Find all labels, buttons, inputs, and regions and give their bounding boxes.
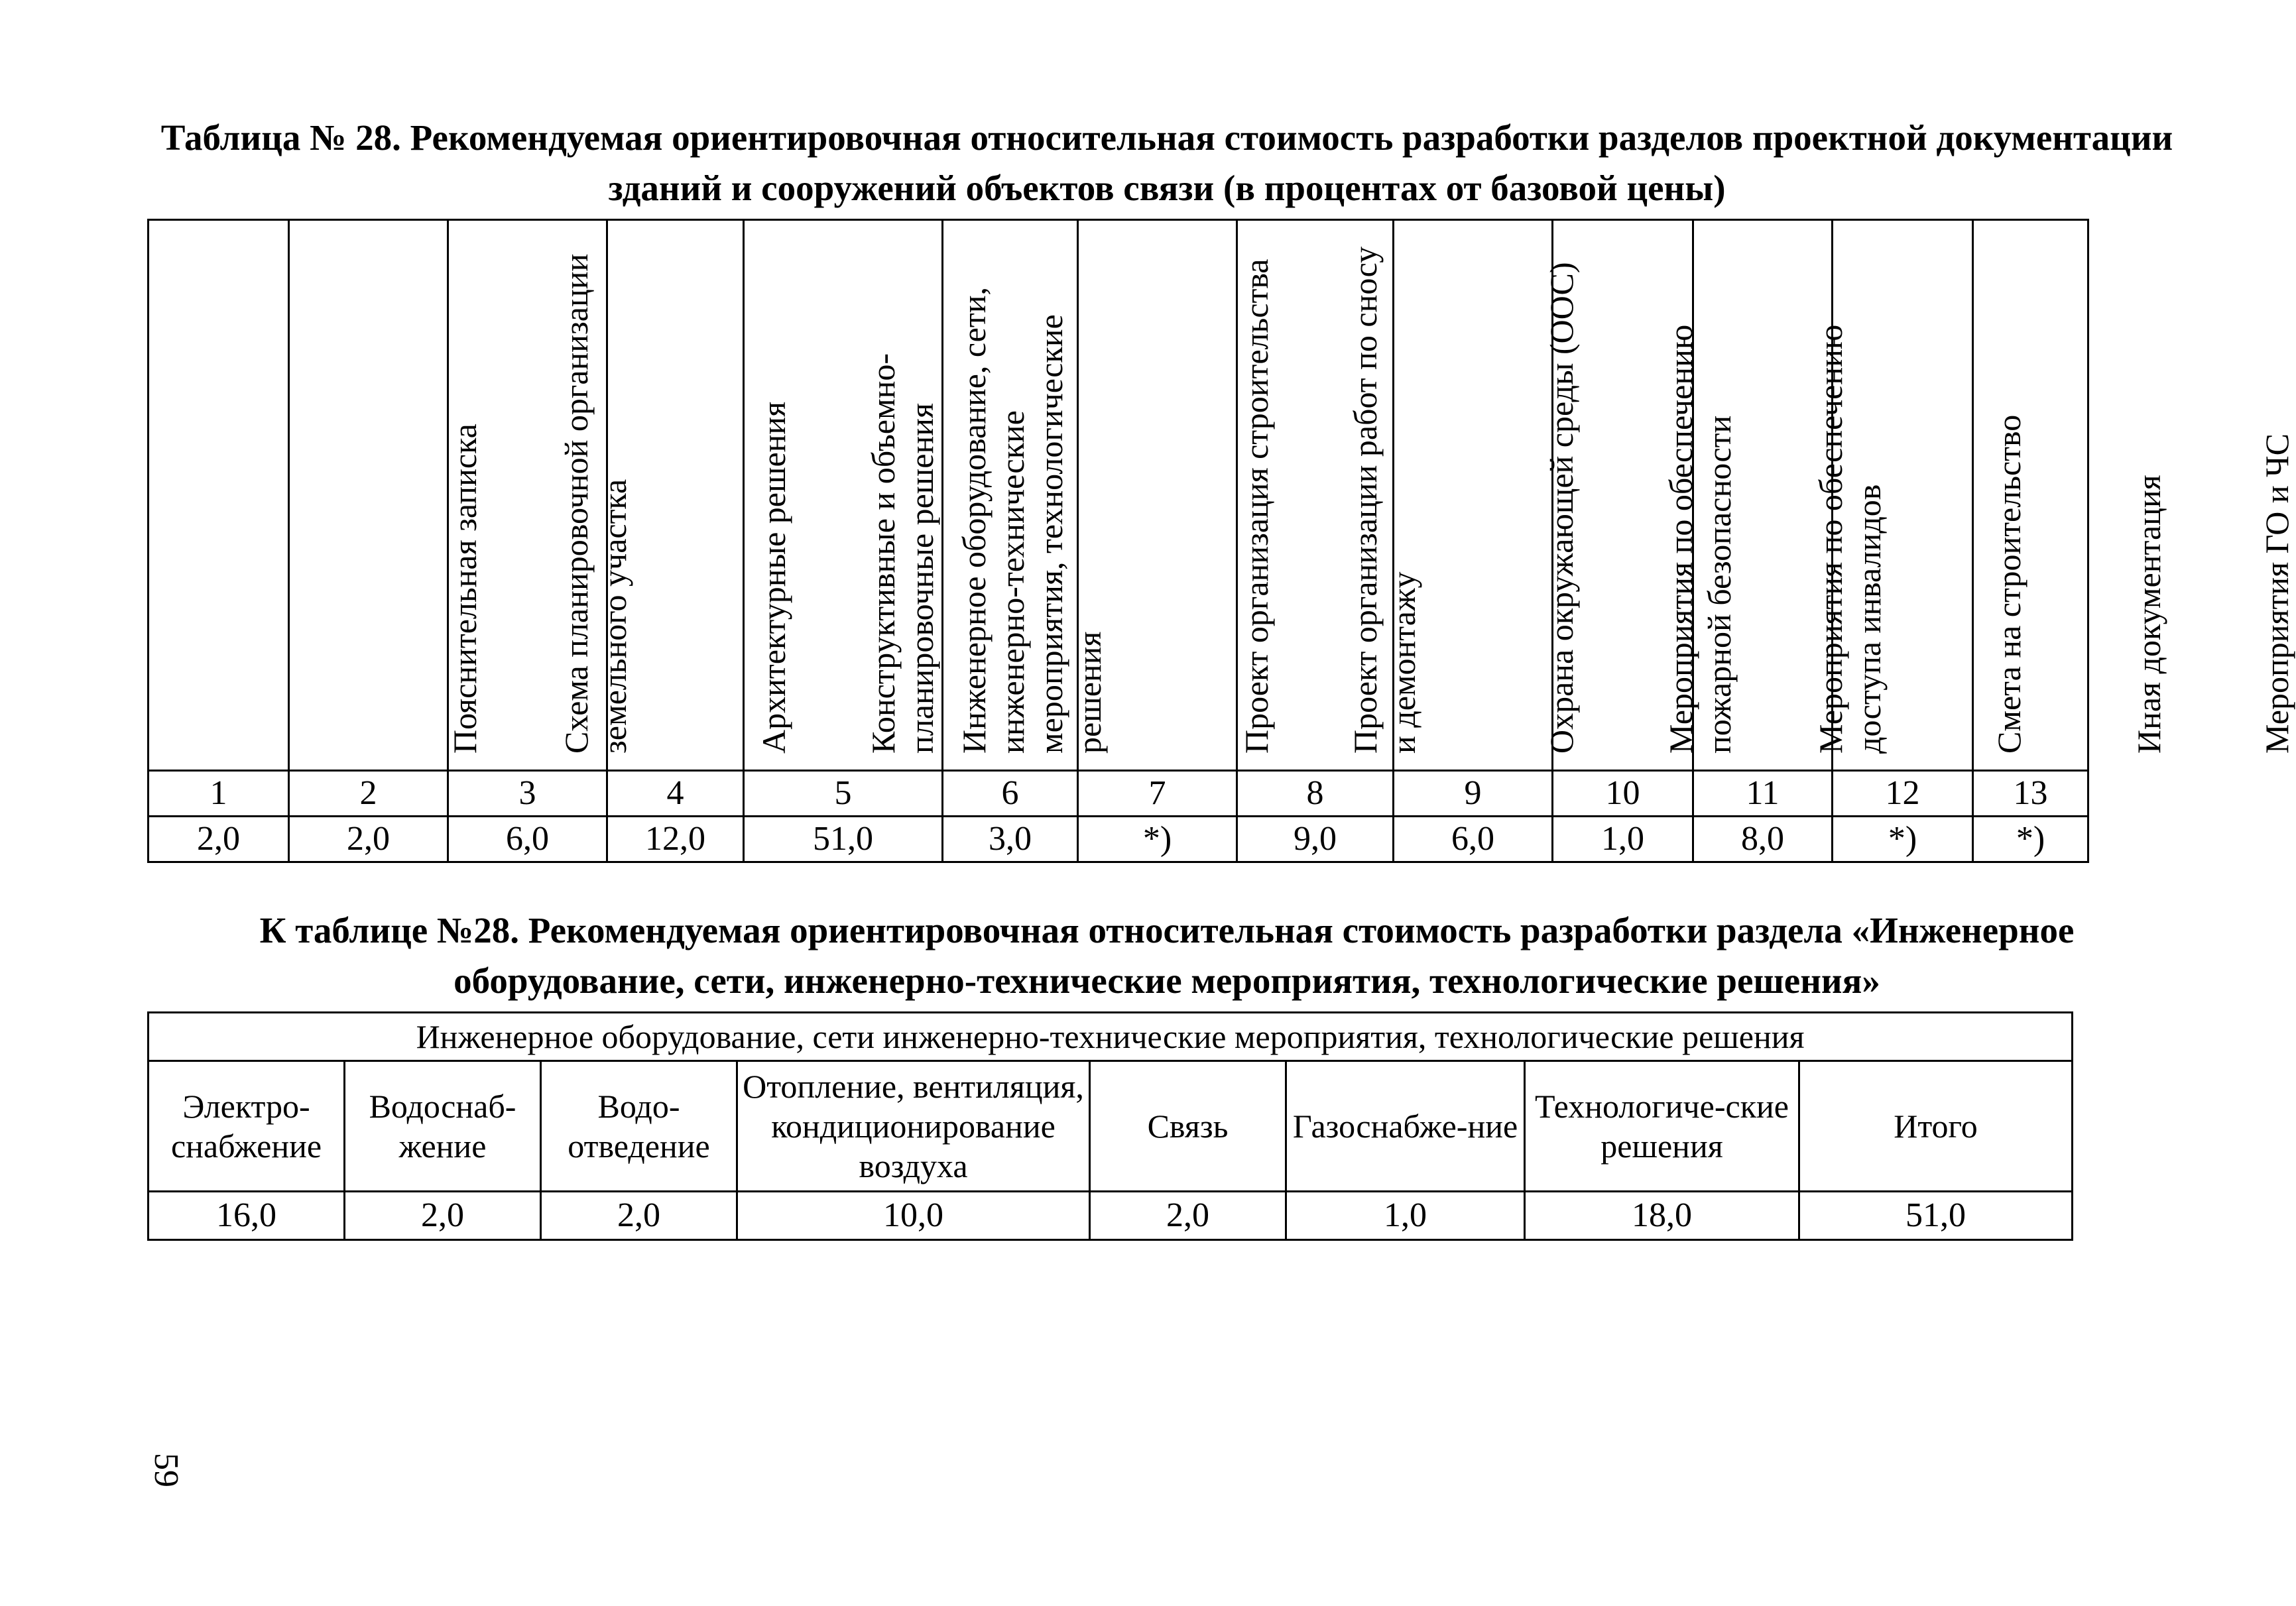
- header-label: Схема планировочной организации земельного участка: [557, 253, 633, 754]
- table2-value-cell: 2,0: [541, 1192, 737, 1240]
- table1-number-cell: 6: [943, 771, 1078, 817]
- table1-header-cell: [149, 220, 483, 771]
- table2-group-row: [149, 1013, 2073, 1061]
- header-label: Проект организация строительства: [1237, 258, 1275, 754]
- table1-header-row: [149, 220, 2088, 771]
- header-label: Мероприятия ГО и ЧС: [2258, 433, 2295, 754]
- table2-header-row: [149, 1061, 2073, 1192]
- table2-value-cell: 18,0: [1525, 1192, 1799, 1240]
- table2-header-cell: Водоснаб-жение: [345, 1061, 541, 1192]
- table2-header-cell: Итого: [1799, 1061, 2073, 1192]
- header-label: Иная документация: [2130, 475, 2167, 754]
- table1-value-cell: 2,0: [149, 817, 289, 862]
- table1-value-cell: *): [1078, 817, 1237, 862]
- header-label: Инженерное оборудование, сети, инженерно-технические мероприятия, технологические решения: [955, 287, 1108, 754]
- table1-number-cell: 8: [1237, 771, 1394, 817]
- table2-value-cell: 51,0: [1799, 1192, 2073, 1240]
- table2-header-cell: Водо-отведение: [541, 1061, 737, 1192]
- table2-header-cell: Связь: [1090, 1061, 1286, 1192]
- header-label: Мероприятия по обеспечению доступа инвалидов: [1811, 324, 1888, 754]
- header-label: Пояснительная записка: [446, 424, 483, 754]
- table1-number-cell: 1: [149, 771, 289, 817]
- table1-number-row: [149, 771, 2088, 817]
- table1-header-cell: [744, 220, 1108, 771]
- table1-value-cell: 51,0: [744, 817, 943, 862]
- table1-value-cell: 2,0: [289, 817, 448, 862]
- table1-number-cell: 10: [1553, 771, 1693, 817]
- table1-value-cell: 8,0: [1693, 817, 1833, 862]
- table1-number-cell: 4: [607, 771, 744, 817]
- table2-header-cell: Электро-снабжение: [149, 1061, 345, 1192]
- header-label: Проект организации работ по сносу и демонтажу: [1346, 246, 1422, 754]
- table1-number-cell: 2: [289, 771, 448, 817]
- table1-header-cell: [943, 220, 1275, 771]
- table1-value-cell: *): [1973, 817, 2088, 862]
- table1-number-cell: 13: [1973, 771, 2088, 817]
- table1-number-cell: 5: [744, 771, 943, 817]
- table1-value-cell: 3,0: [943, 817, 1078, 862]
- table2-title: К таблице №28. Рекомендуемая ориентировочная относительная стоимость разработки раздела «Инженерное оборудование, сети, инженерно-технические мероприятия, технологические решения»: [259, 910, 2075, 1001]
- table1-value-cell: 12,0: [607, 817, 744, 862]
- table2-value-cell: 1,0: [1286, 1192, 1525, 1240]
- table2: [147, 1011, 2073, 1241]
- header-label: Архитектурные решения: [755, 401, 792, 754]
- table1-header-cell: [1237, 220, 1580, 771]
- table2-value-cell: 2,0: [1090, 1192, 1286, 1240]
- table1-value-cell: 9,0: [1237, 817, 1394, 862]
- table1: [147, 219, 2295, 863]
- table1-number-cell: 11: [1693, 771, 1833, 817]
- table1-number-cell: 3: [448, 771, 607, 817]
- table1-value-row: [149, 817, 2088, 862]
- table1-value-cell: *): [1833, 817, 1973, 862]
- table2-header-cell: Отопление, вентиляция, кондиционирование воздуха: [737, 1061, 1090, 1192]
- table1-value-cell: 6,0: [1394, 817, 1553, 862]
- header-label: Смета на строительство: [1990, 414, 2027, 754]
- table2-value-row: [149, 1192, 2073, 1240]
- table2-header-cell: Технологиче-ские решения: [1525, 1061, 1799, 1192]
- table1-title: Таблица № 28. Рекомендуемая ориентировочная относительная стоимость разработки разделов проектной документации зданий и сооружений объектов связи (в процентах от базовой цены): [160, 117, 2173, 208]
- table1-number-cell: 7: [1078, 771, 1237, 817]
- table2-group-header: Инженерное оборудование, сети инженерно-технические мероприятия, технологические решения: [149, 1013, 2073, 1061]
- header-label: Охрана окружающей среды (ООС): [1542, 262, 1580, 754]
- table1-number-cell: 12: [1833, 771, 1973, 817]
- header-label: Конструктивные и объемно-планировочные решения: [864, 353, 940, 754]
- table2-value-cell: 16,0: [149, 1192, 345, 1240]
- table2-value-cell: 10,0: [737, 1192, 1090, 1240]
- table2-header-cell: Газоснабже-ние: [1286, 1061, 1525, 1192]
- table1-value-cell: 1,0: [1553, 817, 1693, 862]
- table2-value-cell: 2,0: [345, 1192, 541, 1240]
- page-number: 59: [147, 1453, 185, 1487]
- table1-value-cell: 6,0: [448, 817, 607, 862]
- header-label: Мероприятия по обеспечению пожарной безопасности: [1662, 324, 1738, 754]
- table1-number-cell: 9: [1394, 771, 1553, 817]
- table1-header-cell: [448, 220, 792, 771]
